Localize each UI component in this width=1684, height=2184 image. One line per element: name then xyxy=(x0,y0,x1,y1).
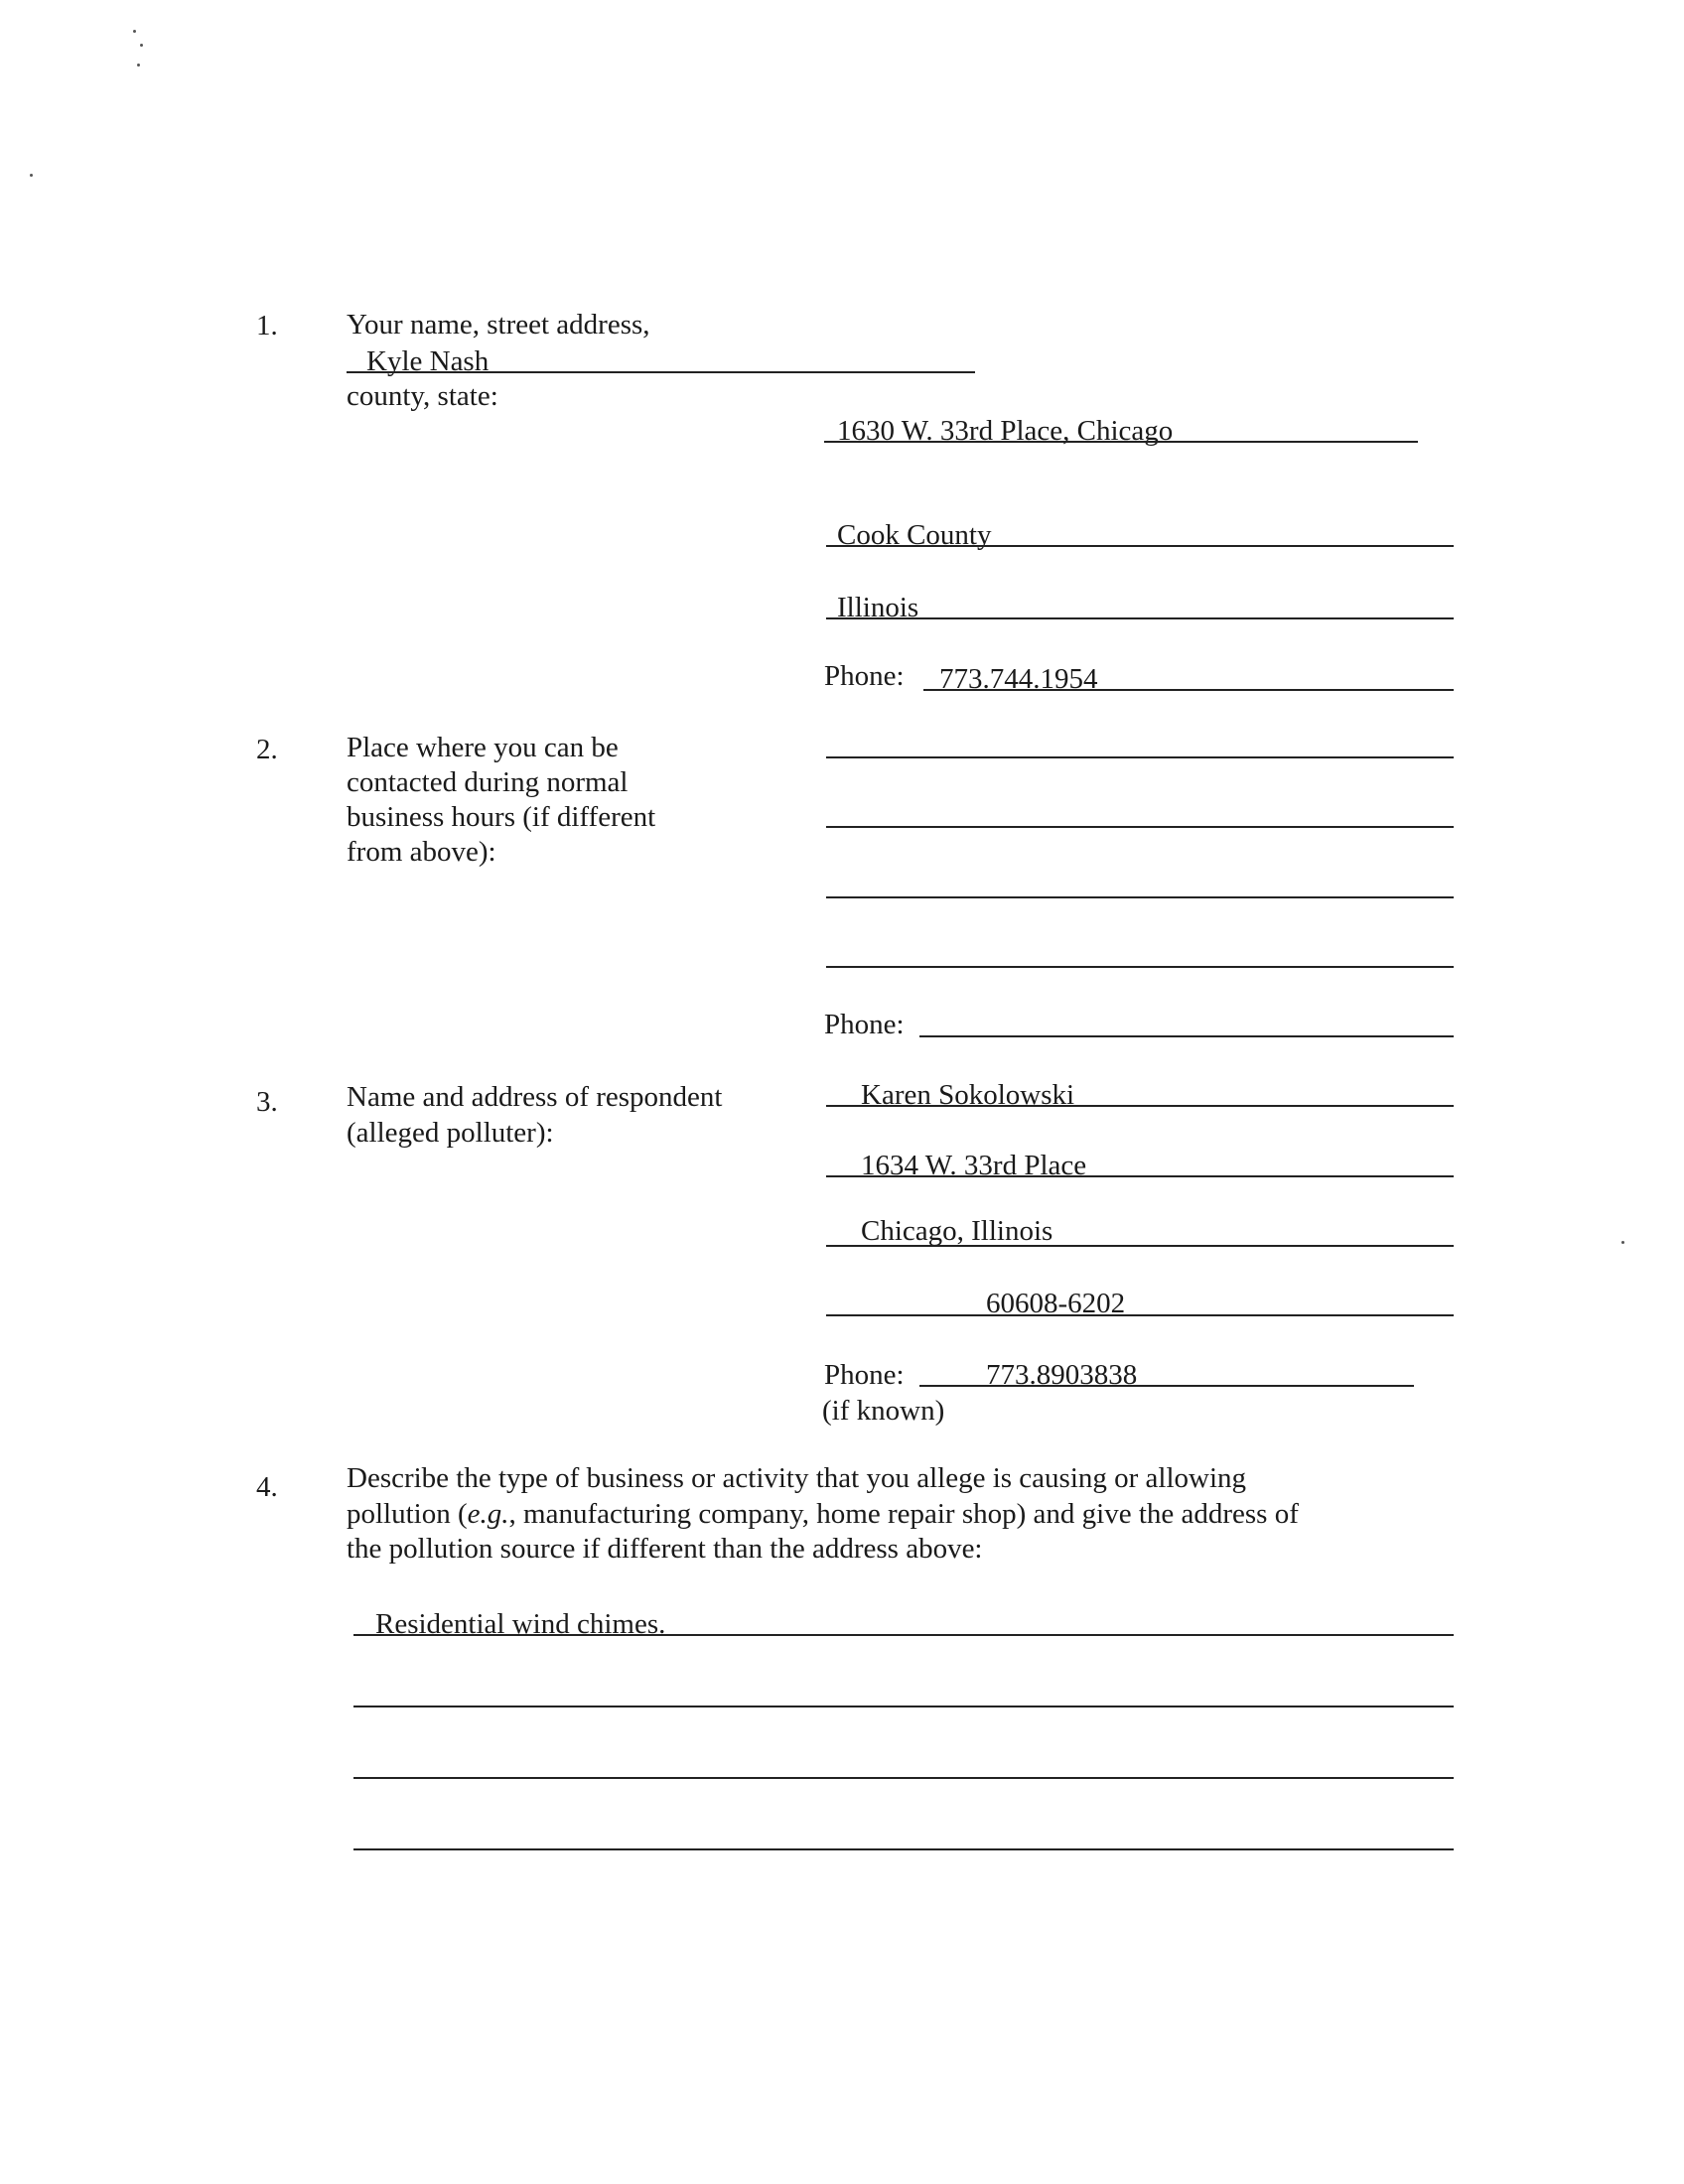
item-3-name-line xyxy=(826,1105,1454,1107)
scan-speck xyxy=(133,30,136,33)
item-4-answer-line-2 xyxy=(353,1706,1454,1707)
item-4-label-line2-prefix: pollution ( xyxy=(347,1498,468,1530)
item-2-label-line2: contacted during normal xyxy=(347,766,629,798)
item-3-phone-value: 773.8903838 xyxy=(986,1359,1138,1391)
item-2-label-line4: from above): xyxy=(347,836,496,868)
item-2-phone-line xyxy=(919,1035,1454,1037)
item-1-street-line xyxy=(824,441,1418,443)
item-1-phone-line xyxy=(923,689,1454,691)
item-3-phone-label: Phone: xyxy=(824,1359,905,1391)
item-1-name-value: Kyle Nash xyxy=(366,345,490,377)
scan-speck xyxy=(140,44,143,47)
item-1-number: 1. xyxy=(256,310,278,341)
item-2-address-line-3 xyxy=(826,896,1454,898)
item-1-street-value: 1630 W. 33rd Place, Chicago xyxy=(837,415,1174,447)
item-3-city-state-value: Chicago, Illinois xyxy=(861,1215,1053,1247)
item-3-phone-line xyxy=(919,1385,1414,1387)
item-4-answer-value: Residential wind chimes. xyxy=(375,1608,666,1640)
item-3-street-value: 1634 W. 33rd Place xyxy=(861,1150,1087,1181)
item-2-phone-label: Phone: xyxy=(824,1009,905,1040)
item-4-answer-line-3 xyxy=(353,1777,1454,1779)
item-1-county-line xyxy=(826,545,1454,547)
item-1-phone-value: 773.744.1954 xyxy=(939,663,1098,695)
item-2-address-line-4 xyxy=(826,966,1454,968)
item-3-street-line xyxy=(826,1175,1454,1177)
scan-speck xyxy=(137,64,140,67)
item-4-answer-line-1 xyxy=(353,1634,1454,1636)
scan-speck xyxy=(30,174,33,177)
item-2-label-line1: Place where you can be xyxy=(347,732,619,763)
item-1-state-value: Illinois xyxy=(837,592,919,623)
item-1-name-line xyxy=(347,371,975,373)
item-4-label-line2-suffix: , manufacturing company, home repair shop) and give the address of xyxy=(508,1498,1299,1530)
item-1-label-line2: county, state: xyxy=(347,380,498,412)
item-3-label-line1: Name and address of respondent xyxy=(347,1081,723,1113)
scan-speck xyxy=(1621,1241,1624,1244)
item-4-number: 4. xyxy=(256,1471,278,1503)
item-2-address-line-1 xyxy=(826,756,1454,758)
item-4-label-line1: Describe the type of business or activity that you allege is causing or allowing xyxy=(347,1462,1247,1494)
item-4-answer-line-4 xyxy=(353,1848,1454,1850)
item-2-address-line-2 xyxy=(826,826,1454,828)
item-3-city-state-line xyxy=(826,1245,1454,1247)
item-3-label-line2: (alleged polluter): xyxy=(347,1117,554,1149)
item-3-zip-line xyxy=(826,1314,1454,1316)
item-1-county-value: Cook County xyxy=(837,519,992,551)
item-3-phone-note: (if known) xyxy=(822,1395,945,1427)
item-4-label-line2 xyxy=(347,1497,1299,1532)
item-3-zip-value: 60608-6202 xyxy=(986,1288,1126,1319)
item-3-number: 3. xyxy=(256,1086,278,1118)
item-3-name-value: Karen Sokolowski xyxy=(861,1079,1075,1111)
item-2-number: 2. xyxy=(256,734,278,765)
item-4-label-line3: the pollution source if different than the address above: xyxy=(347,1533,983,1565)
item-1-label-line1: Your name, street address, xyxy=(347,309,650,341)
item-1-state-line xyxy=(826,617,1454,619)
item-2-label-line3: business hours (if different xyxy=(347,801,656,833)
item-1-phone-label: Phone: xyxy=(824,660,905,692)
item-4-label-line2-eg: e.g. xyxy=(467,1498,509,1530)
